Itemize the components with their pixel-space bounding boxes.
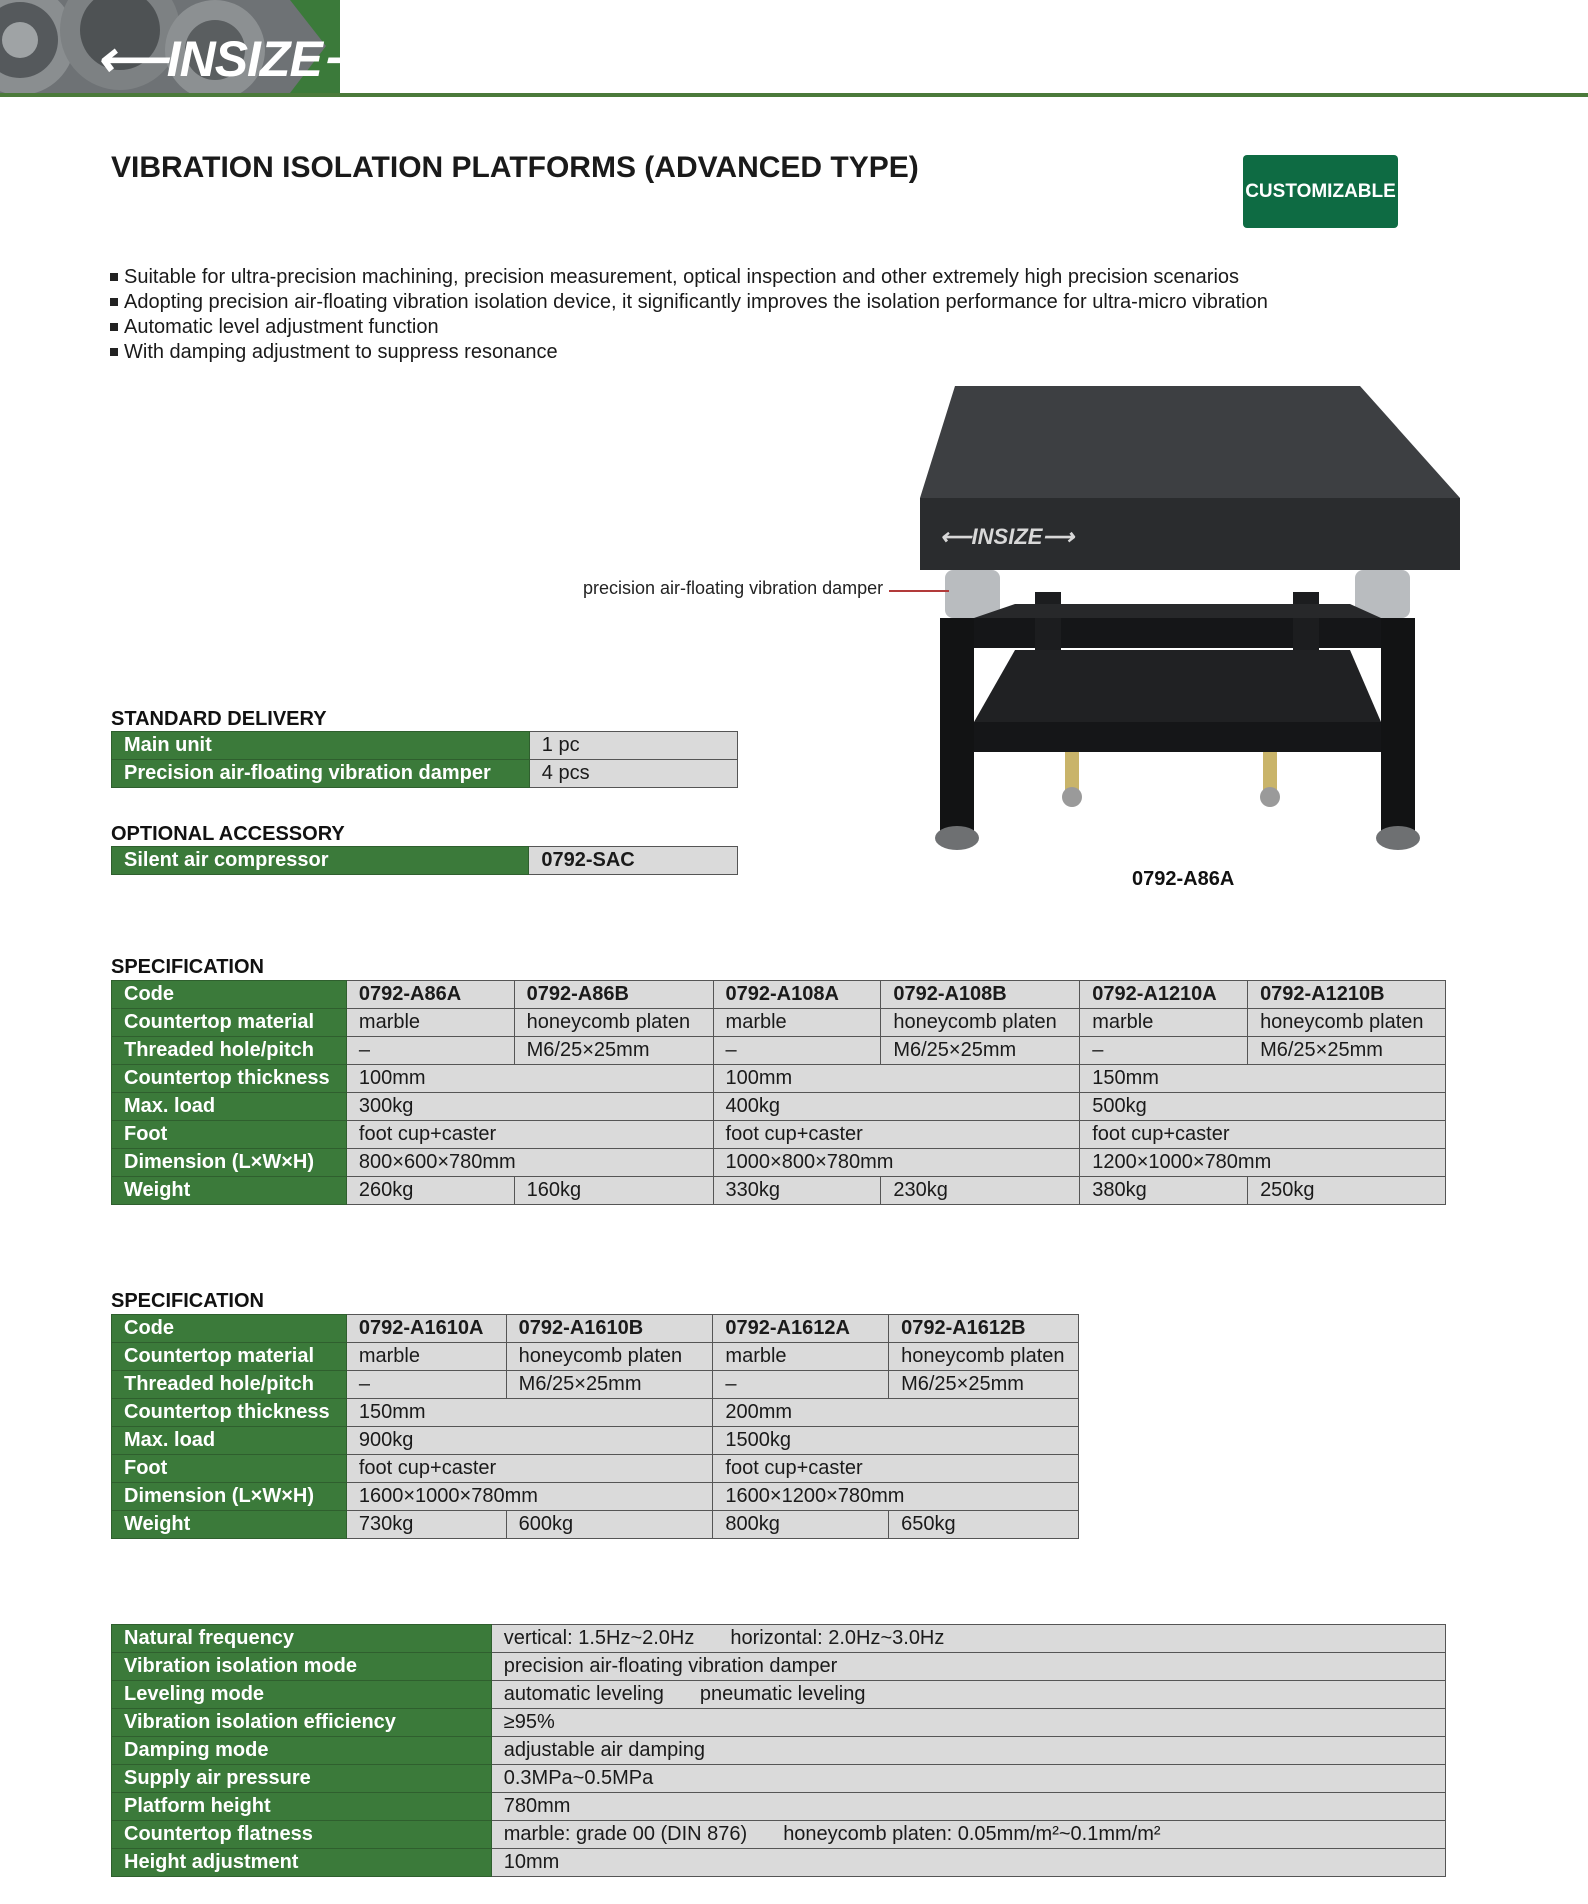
load-cell: 900kg: [346, 1427, 713, 1455]
feature-item: Suitable for ultra-precision machining, precision measurement, optical inspection and other extremely high precision scenarios: [110, 265, 1268, 290]
weight-cell: 260kg: [346, 1177, 514, 1205]
table-row: [112, 1625, 1446, 1653]
table-row: [112, 1849, 1446, 1877]
table-row: [112, 1121, 1446, 1149]
row-label: Silent air compressor: [112, 847, 529, 875]
code-cell: 0792-A1610A: [346, 1315, 506, 1343]
material-cell: honeycomb platen: [506, 1343, 713, 1371]
spec1-heading: SPECIFICATION: [111, 956, 264, 978]
row-label: Foot: [112, 1455, 347, 1483]
table-row: [112, 1177, 1446, 1205]
thickness-cell: 100mm: [713, 1065, 1080, 1093]
spec2-heading: SPECIFICATION: [111, 1290, 264, 1312]
insize-logo: ⟵INSIZE⟶: [96, 31, 393, 87]
weight-cell: 600kg: [506, 1511, 713, 1539]
spec1-table: [111, 980, 1446, 1205]
code-cell: 0792-A1612B: [889, 1315, 1079, 1343]
thickness-cell: 150mm: [346, 1399, 713, 1427]
page-title: VIBRATION ISOLATION PLATFORMS (ADVANCED TYPE): [111, 151, 919, 184]
foot-cell: foot cup+caster: [1080, 1121, 1446, 1149]
material-cell: honeycomb platen: [1248, 1009, 1446, 1037]
material-cell: marble: [713, 1009, 881, 1037]
foot-cell: foot cup+caster: [346, 1121, 713, 1149]
row-label: Foot: [112, 1121, 347, 1149]
optional-accessory-table: [111, 846, 738, 875]
code-cell: 0792-A108A: [713, 981, 881, 1009]
feature-list: [110, 265, 1268, 365]
load-cell: 400kg: [713, 1093, 1080, 1121]
damper-callout: precision air-floating vibration damper: [583, 578, 884, 598]
table-row: [112, 1009, 1446, 1037]
load-cell: 500kg: [1080, 1093, 1446, 1121]
load-cell: 1500kg: [713, 1427, 1079, 1455]
row-label: Damping mode: [112, 1737, 492, 1765]
thread-cell: –: [1080, 1037, 1248, 1065]
table-row: [112, 1037, 1446, 1065]
table-row: [112, 847, 738, 875]
row-label: Max. load: [112, 1427, 347, 1455]
weight-cell: 250kg: [1248, 1177, 1446, 1205]
code-cell: 0792-A1210B: [1248, 981, 1446, 1009]
code-cell: 0792-A86A: [346, 981, 514, 1009]
code-cell: 0792-A1612A: [713, 1315, 889, 1343]
row-label: Vibration isolation efficiency: [112, 1709, 492, 1737]
row-label: Leveling mode: [112, 1681, 492, 1709]
weight-cell: 230kg: [881, 1177, 1080, 1205]
row-label: Height adjustment: [112, 1849, 492, 1877]
dimension-cell: 1000×800×780mm: [713, 1149, 1080, 1177]
thread-cell: M6/25×25mm: [1248, 1037, 1446, 1065]
dimension-cell: 1600×1200×780mm: [713, 1483, 1079, 1511]
row-value: 0792-SAC: [529, 847, 738, 875]
weight-cell: 160kg: [514, 1177, 713, 1205]
material-cell: marble: [713, 1343, 889, 1371]
code-cell: 0792-A108B: [881, 981, 1080, 1009]
product-caption: 0792-A86A: [1132, 868, 1235, 890]
thread-cell: M6/25×25mm: [881, 1037, 1080, 1065]
material-cell: honeycomb platen: [881, 1009, 1080, 1037]
bullet-icon: [110, 298, 118, 306]
row-label: Countertop thickness: [112, 1065, 347, 1093]
customizable-badge: CUSTOMIZABLE: [1243, 155, 1398, 228]
dimension-cell: 1200×1000×780mm: [1080, 1149, 1446, 1177]
row-label: Natural frequency: [112, 1625, 492, 1653]
table-row: [112, 1149, 1446, 1177]
row-label: Countertop thickness: [112, 1399, 347, 1427]
foot-cell: foot cup+caster: [713, 1455, 1079, 1483]
row-label: Countertop flatness: [112, 1821, 492, 1849]
weight-cell: 800kg: [713, 1511, 889, 1539]
spec2-table: [111, 1314, 1079, 1539]
table-row: [112, 1737, 1446, 1765]
thread-cell: –: [713, 1371, 889, 1399]
row-value: 4 pcs: [529, 760, 737, 788]
product-image: [845, 372, 1505, 872]
row-label: Countertop material: [112, 1009, 347, 1037]
thread-cell: –: [346, 1037, 514, 1065]
material-cell: marble: [1080, 1009, 1248, 1037]
thread-cell: M6/25×25mm: [506, 1371, 713, 1399]
row-value: 780mm: [491, 1793, 1445, 1821]
row-value: automatic leveling pneumatic leveling: [491, 1681, 1445, 1709]
row-label: Code: [112, 981, 347, 1009]
row-value: adjustable air damping: [491, 1737, 1445, 1765]
row-value: 10mm: [491, 1849, 1445, 1877]
table-row: [112, 1765, 1446, 1793]
table-row: [112, 732, 738, 760]
row-label: Precision air-floating vibration damper: [112, 760, 530, 788]
table-row: [112, 760, 738, 788]
callout-leader-line: [889, 590, 949, 592]
load-cell: 300kg: [346, 1093, 713, 1121]
material-cell: honeycomb platen: [889, 1343, 1079, 1371]
row-label: Main unit: [112, 732, 530, 760]
weight-cell: 380kg: [1080, 1177, 1248, 1205]
table-row: [112, 1483, 1079, 1511]
table-row: [112, 1709, 1446, 1737]
table-row: [112, 1315, 1079, 1343]
bullet-icon: [110, 323, 118, 331]
material-cell: marble: [346, 1343, 506, 1371]
table-row: [112, 1343, 1079, 1371]
table-row: [112, 1511, 1079, 1539]
table-row: [112, 1065, 1446, 1093]
weight-cell: 730kg: [346, 1511, 506, 1539]
dimension-cell: 800×600×780mm: [346, 1149, 713, 1177]
table-row: [112, 1427, 1079, 1455]
code-cell: 0792-A1610B: [506, 1315, 713, 1343]
optional-accessory-heading: OPTIONAL ACCESSORY: [111, 823, 345, 845]
foot-cell: foot cup+caster: [713, 1121, 1080, 1149]
table-row: [112, 1681, 1446, 1709]
thread-cell: –: [713, 1037, 881, 1065]
weight-cell: 330kg: [713, 1177, 881, 1205]
row-label: Code: [112, 1315, 347, 1343]
table-row: [112, 1793, 1446, 1821]
row-label: Countertop material: [112, 1343, 347, 1371]
row-label: Threaded hole/pitch: [112, 1037, 347, 1065]
material-cell: marble: [346, 1009, 514, 1037]
thickness-cell: 100mm: [346, 1065, 713, 1093]
row-label: Vibration isolation mode: [112, 1653, 492, 1681]
table-row: [112, 1371, 1079, 1399]
thickness-cell: 150mm: [1080, 1065, 1446, 1093]
row-label: Platform height: [112, 1793, 492, 1821]
table-row: [112, 1455, 1079, 1483]
row-value: 1 pc: [529, 732, 737, 760]
thickness-cell: 200mm: [713, 1399, 1079, 1427]
header-rule: [0, 93, 1588, 97]
feature-item: Adopting precision air-floating vibration isolation device, it significantly improves the isolation performance for ultra-micro vibration: [110, 290, 1268, 315]
foot-cell: foot cup+caster: [346, 1455, 713, 1483]
row-value: vertical: 1.5Hz~2.0Hz horizontal: 2.0Hz~3.0Hz: [491, 1625, 1445, 1653]
row-label: Dimension (L×W×H): [112, 1149, 347, 1177]
table-row: [112, 1093, 1446, 1121]
row-value: ≥95%: [491, 1709, 1445, 1737]
row-label: Weight: [112, 1177, 347, 1205]
feature-item: Automatic level adjustment function: [110, 315, 1268, 340]
table-row: [112, 1821, 1446, 1849]
table-row: [112, 1653, 1446, 1681]
row-label: Supply air pressure: [112, 1765, 492, 1793]
row-value: 0.3MPa~0.5MPa: [491, 1765, 1445, 1793]
dimension-cell: 1600×1000×780mm: [346, 1483, 713, 1511]
row-label: Weight: [112, 1511, 347, 1539]
thread-cell: M6/25×25mm: [514, 1037, 713, 1065]
weight-cell: 650kg: [889, 1511, 1079, 1539]
code-cell: 0792-A1210A: [1080, 981, 1248, 1009]
code-cell: 0792-A86B: [514, 981, 713, 1009]
thread-cell: –: [346, 1371, 506, 1399]
standard-delivery-table: [111, 731, 738, 788]
properties-table: [111, 1624, 1446, 1877]
row-label: Max. load: [112, 1093, 347, 1121]
row-value: precision air-floating vibration damper: [491, 1653, 1445, 1681]
material-cell: honeycomb platen: [514, 1009, 713, 1037]
bullet-icon: [110, 273, 118, 281]
thread-cell: M6/25×25mm: [889, 1371, 1079, 1399]
bullet-icon: [110, 348, 118, 356]
row-label: Threaded hole/pitch: [112, 1371, 347, 1399]
table-row: [112, 1399, 1079, 1427]
feature-item: With damping adjustment to suppress resonance: [110, 340, 1268, 365]
row-label: Dimension (L×W×H): [112, 1483, 347, 1511]
standard-delivery-heading: STANDARD DELIVERY: [111, 708, 327, 730]
table-row: [112, 981, 1446, 1009]
row-value: marble: grade 00 (DIN 876) honeycomb platen: 0.05mm/m²~0.1mm/m²: [491, 1821, 1445, 1849]
product-logo: ⟵INSIZE⟶: [940, 524, 1074, 549]
